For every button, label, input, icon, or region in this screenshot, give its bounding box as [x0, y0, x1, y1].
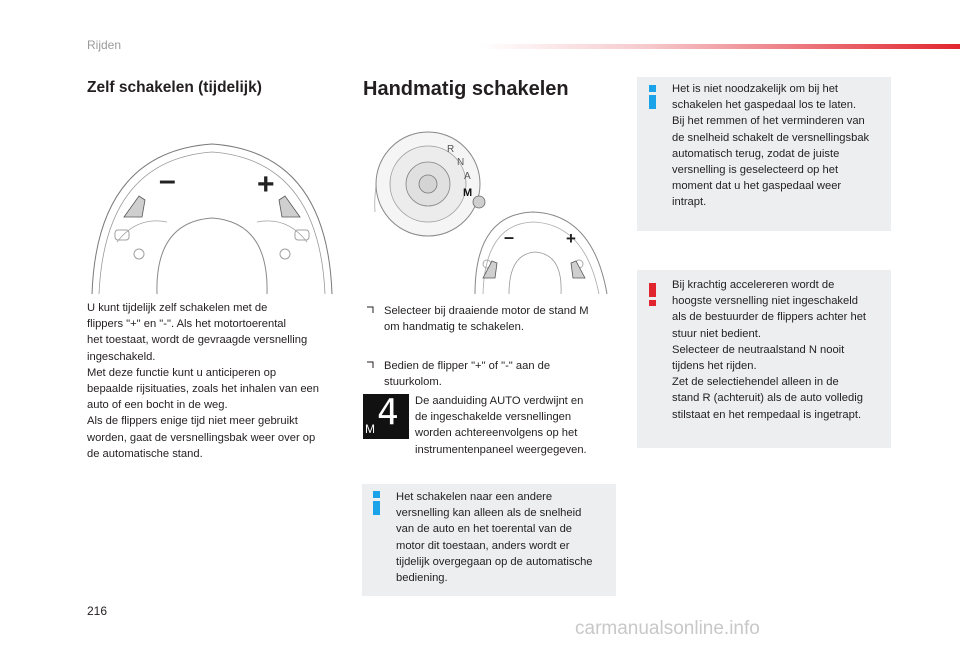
- right-paddle-icon: [279, 196, 300, 217]
- left-line: worden, gaat de versnellingsbak weer over op: [87, 431, 316, 444]
- minus-sign: –: [504, 227, 515, 247]
- step1-line: Selecteer bij draaiende motor de stand M: [384, 305, 589, 317]
- info-line: versnelling is geselecteerd op het: [672, 164, 839, 177]
- warning-line: stand R (achteruit) als de auto volledig: [672, 392, 863, 405]
- gear-display-icon: [363, 394, 409, 439]
- info-line: bediening.: [396, 572, 448, 585]
- left-line: Met deze functie kunt u anticiperen op: [87, 366, 277, 379]
- warning-right-text: [672, 277, 887, 423]
- step1-line: om handmatig te schakelen.: [384, 321, 524, 334]
- auto-line: worden achtereenvolgens op het: [415, 427, 578, 440]
- plus-sign: +: [257, 168, 275, 201]
- warning-line: stilstaat en het rempedaal is ingetrapt.: [672, 408, 862, 421]
- info-line: Bij het remmen of het verminderen van: [672, 115, 865, 128]
- knob-letter-a: A: [464, 171, 471, 182]
- step2-text: [384, 358, 624, 390]
- watermark: carmanualsonline.info: [575, 618, 760, 639]
- knob-letter-r: R: [447, 144, 455, 155]
- section-title: Rijden: [87, 38, 122, 52]
- step2-line: Bedien de flipper "+" of "-" aan de: [384, 360, 551, 372]
- warning-line: tijdens het rijden.: [672, 360, 757, 373]
- info-line: Het schakelen naar een andere: [396, 491, 553, 503]
- heading-manual-shift: Handmatig schakelen: [363, 78, 569, 100]
- info-line: moment dat u het gaspedaal weer: [672, 180, 842, 193]
- info-line: tijdelijk overgegaan op de automatische: [396, 555, 593, 568]
- minus-sign: –: [159, 164, 176, 197]
- steering-wheel-illustration: [87, 132, 337, 294]
- info-middle-text: [396, 489, 611, 586]
- step1-text: [384, 303, 624, 335]
- warning-line: Bij krachtig accelereren wordt de: [672, 279, 835, 291]
- left-line: auto of een bocht in de weg.: [87, 399, 228, 412]
- info-line: automatisch terug, zodat de juiste: [672, 147, 840, 160]
- knob-letter-m: M: [463, 187, 473, 199]
- auto-line: De aanduiding AUTO verdwijnt en: [415, 395, 584, 407]
- warning-line: als de bestuurder de flippers achter het: [672, 311, 867, 324]
- auto-line: instrumentenpaneel weergegeven.: [415, 443, 587, 456]
- left-line: Als de flippers enige tijd niet meer gebruikt: [87, 415, 298, 428]
- left-line: flippers "+" en "-". Als het motortoerental: [87, 318, 287, 331]
- auto-line: de ingeschakelde versnellingen: [415, 411, 572, 424]
- info-line: schakelen het gaspedaal los te laten.: [672, 99, 857, 112]
- knob-letter-n: N: [457, 157, 465, 168]
- display-mode-letter: M: [365, 422, 375, 436]
- warning-line: Zet de selectiehendel alleen in de: [672, 376, 839, 389]
- info-line: intrapt.: [672, 196, 707, 209]
- auto-text: [415, 393, 615, 458]
- page-number: 216: [87, 604, 108, 618]
- heading-temporary-shift: Zelf schakelen (tijdelijk): [87, 79, 262, 96]
- plus-sign: +: [566, 229, 576, 248]
- left-line: bepaalde rijsituaties, zoals het inhalen van een: [87, 383, 319, 396]
- info-line: versnelling kan alleen als de snelheid: [396, 507, 582, 520]
- left-line: U kunt tijdelijk zelf schakelen met de: [87, 302, 268, 314]
- info-right-text: [672, 81, 887, 211]
- warning-line: Selecteer de neutraalstand N nooit: [672, 343, 845, 356]
- warning-line: stuur niet bedient.: [672, 327, 761, 340]
- left-body-text: [87, 300, 347, 462]
- info-line: de snelheid schakelt de versnellingsbak: [672, 131, 870, 144]
- warning-line: hoogste versnelling niet ingeschakeld: [672, 295, 858, 308]
- display-gear-digit: 4: [377, 392, 399, 433]
- left-line: de automatische stand.: [87, 447, 203, 460]
- step2-line: stuurkolom.: [384, 376, 442, 389]
- header-accent-bar: [480, 44, 960, 49]
- left-paddle-icon: [124, 196, 145, 217]
- info-line: van de auto en het toerental van de: [396, 523, 573, 536]
- gear-knob-illustration: [363, 132, 613, 294]
- info-line: motor dit toestaan, anders wordt er: [396, 539, 570, 552]
- left-line: ingeschakeld.: [87, 350, 156, 363]
- left-line: het toestaat, wordt de gevraagde versnelling: [87, 334, 308, 347]
- info-line: Het is niet noodzakelijk om bij het: [672, 83, 839, 95]
